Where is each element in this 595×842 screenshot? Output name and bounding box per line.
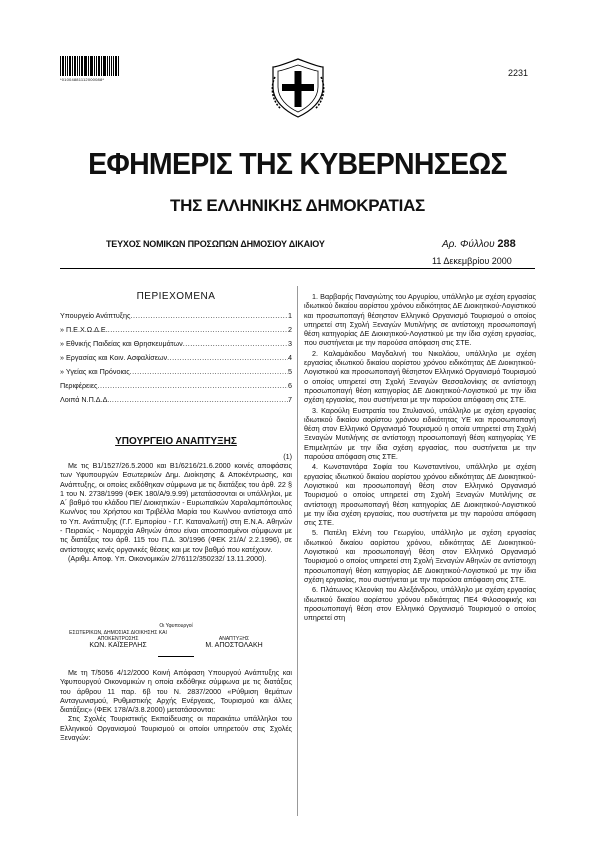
barcode-bar: [65, 56, 66, 76]
toc-leader: [108, 325, 288, 334]
appointment-item: 2. Καλαμάκιδου Μαγδαλινή του Νικολάου, υπάλληλο με σχέση εργασίας ιδιωτικού δικαίου αορίστου χρόνου ειδικότητας ΔΕ Διοικητικού-Λογιστικού και προσωποπαγή θέσηστον Ελληνικό Οργανισμό Τουρισμού ο οποίος υπηρετεί στη Σχολή Ξεναγών Θεσσαλονίκης σε αντίστοιχη προσωποπαγή θέση κατηγορίας ΔΕ Διοικητικού-Λογιστικού με την ίδια σχέση εργασίας, που συστήνεται με την παρούσα απόφαση στις ΣΤΕ.: [304, 348, 536, 405]
toc-item-page: 4: [288, 353, 292, 362]
toc-item-page: 2: [288, 325, 292, 334]
toc-leader: [130, 367, 288, 376]
barcode-bar: [84, 56, 87, 76]
barcode: [60, 56, 120, 76]
barcode-bar: [88, 56, 89, 76]
column-divider: [297, 286, 298, 816]
sheet-number-block: [442, 238, 516, 250]
toc-item-page: 3: [288, 339, 292, 348]
barcode-bar: [72, 56, 73, 76]
barcode-bar: [62, 56, 64, 76]
toc-item-label: Περιφέρειες: [60, 381, 98, 390]
decision-paragraph: Με τις Β1/1527/26.5.2000 και Β1/6216/21.6.2000 κοινές αποφάσεις των Υφυπουργών Εσωτερικών Δημ. Διοίκησης & Αποκέντρωσης, και Ανάπτυξης, οι οποίες εκδόθηκαν σύμφωνα με τις διατάξεις του άρθ. 22 § 1 του Ν. 2738/1999 (ΦΕΚ 180/Α/9.9.99) μετατάσσονται οι υπάλληλοι, με Α΄ βαθμό του κλάδου ΠΕ/ Διοικητικών - Ευρωπαϊκών Χαραλαμπόπουλος Κων/νος του Χρήστου και Τριβέλλα Μαρία του Κων/νου αντίστοιχα από το Υπ. Ανάπτυξης (Γ.Γ. Εμπορίου - Γ.Γ. Καταναλωτή) στη Ε.Ν.Α. Αθηνών - Πειραιώς - Νομαρχία Αθηνών όπου είναι αποσπασμένοι σύμφωνα με τις διατάξεις του άρθ. 115 του Π.Δ. 30/1996 (ΦΕΚ 21/Α/ 2.2.1996), σε αντίστοιχες κενές οργανικές θέσεις και με τον βαθμό που κατέχουν.: [60, 461, 292, 554]
barcode-bar: [111, 56, 113, 76]
toc-item-page: 5: [288, 367, 292, 376]
barcode-bar: [81, 56, 83, 76]
gazette-title: ΕΦΗΜΕΡΙΣ ΤΗΣ ΚΥΒΕΡΝΗΣΕΩΣ: [88, 146, 507, 181]
toc-item-label: » Υγείας και Πρόνοιας: [60, 367, 130, 376]
barcode-bar: [91, 56, 93, 76]
barcode-bar: [74, 56, 76, 76]
sheet-label: Αρ. Φύλλου: [442, 239, 495, 250]
appointment-item: 5. Πατέλη Ελένη του Γεωργίου, υπάλληλο με σχέση εργασίας ιδιωτικού δικαίου αορίστου χρόνου, ειδικότητας ΔΕ Διοικητικού-Λογιστικού και προσωποπαγή θέση στον Ελληνικό Οργανισμό Τουρισμού ο οποίος υπηρετεί στη Σχολή Ξεναγών Αθηνών σε αντίστοιχη προσωποπαγή θέση κατηγορίας ΔΕ Διοικητικού-Λογιστικού με την ίδια σχέση εργασίας, που συστήνεται με την παρούσα απόφαση στις ΣΤΕ.: [304, 528, 536, 584]
appointment-item: 6. Πλάτωνος Κλεονίκη του Αλεξάνδρου, υπάλληλο με σχέση εργασίας ιδιωτικού δικαίου αορίστου χρόνου ειδικότητας ΠΕ4 Φιλοσοφικής και προσωποπαγή θέση στον Ελληνικό Οργανισμό Τουρισμού ο οποίος υπηρετεί στη: [304, 585, 536, 623]
item-marker: (1): [283, 452, 292, 461]
toc-item-page: 1: [288, 311, 292, 320]
barcode-bar: [77, 56, 78, 76]
toc-leader: [130, 311, 288, 320]
separator-rule: [158, 656, 194, 657]
barcode-bar: [109, 56, 110, 76]
barcode-bar: [69, 56, 72, 76]
toc-item-label: Υπουργείο Ανάπτυξης: [60, 311, 131, 320]
decision-reference: (Αριθμ. Αποφ. Υπ. Οικονομικών 2/76112/350232/ 13.11.2000).: [68, 553, 267, 563]
schools-paragraph: Στις Σχολές Τουριστικής Εκπαίδευσης οι παρακάτω υπάλληλοι του Ελληνικού Οργανισμού Τουρισμού οι οποίοι υπηρετούν στις Σχολές Ξεναγών:: [60, 714, 292, 743]
toc-item: [60, 325, 292, 334]
toc-item-label: » Π.Ε.Χ.Ω.Δ.Ε.: [60, 325, 108, 334]
signature-left-title: ΕΣΩΤΕΡΙΚΩΝ, ΔΗΜΟΣΙΑΣ ΔΙΟΙΚΗΣΗΣ ΚΑΙ ΑΠΟΚΕΝΤΡΩΣΗΣ: [69, 630, 167, 642]
toc-item-page: 6: [288, 381, 292, 390]
signature-right-title: ΑΝΑΠΤΥΞΗΣ: [218, 636, 250, 642]
toc-title: ΠΕΡΙΕΧΟΜΕΝΑ: [136, 291, 216, 302]
issue-date: 11 Δεκεμβρίου 2000: [432, 256, 512, 266]
toc-item: [60, 339, 292, 348]
signature-left-name: ΚΩΝ. ΚΑΪΣΕΡΛΗΣ: [89, 642, 147, 649]
toc-item-page: 7: [288, 395, 292, 404]
toc-leader: [98, 381, 288, 390]
barcode-bar: [96, 56, 97, 76]
toc-leader: [109, 395, 288, 404]
signatures: [60, 630, 292, 649]
toc-item: [60, 381, 292, 390]
barcode-bar: [103, 56, 106, 76]
signature-right-name: Μ. ΑΠΟΣΤΟΛΑΚΗ: [205, 642, 263, 649]
appointment-item: 4. Κωνσταντάρα Σοφία του Κωνσταντίνου, υπάλληλο με σχέση εργασίας ιδιωτικού δικαίου αορίστου χρόνου ειδικότητας ΔΕ Διοικητικού-Λογιστικού και προσωποπαγή θέση στον Ελληνικό Οργανισμό Τουρισμού ο οποίος υπηρετεί στη Σχολή Ξεναγών Μυτιλήνης σε αντίστοιχη προσωποπαγή θέση κατηγορίας ΔΕ Διοικητικού-Λογιστικού με την ίδια σχέση εργασίας, που συστήνεται με την παρούσα απόφαση στις ΣΤΕ.: [304, 462, 536, 528]
coat-of-arms-icon: [269, 57, 327, 119]
barcode-bar: [94, 56, 95, 76]
issue-series: ΤΕΥΧΟΣ ΝΟΜΙΚΩΝ ΠΡΟΣΩΠΩΝ ΔΗΜΟΣΙΟΥ ΔΙΚΑΙΟΥ: [106, 239, 325, 249]
toc-leader: [167, 353, 288, 362]
toc-item: [60, 353, 292, 362]
signatories-heading: Οι Υφυπουργοί: [159, 623, 193, 629]
signature-left: [60, 630, 176, 649]
gazette-subtitle: ΤΗΣ ΕΛΛΗΝΙΚΗΣ ΔΗΜΟΚΡΑΤΙΑΣ: [170, 196, 425, 215]
page-number: 2231: [508, 68, 529, 78]
toc-item-label: Λοιπά Ν.Π.Δ.Δ.: [60, 395, 110, 404]
barcode-bar: [67, 56, 68, 76]
toc-item: [60, 367, 292, 376]
sheet-number: 288: [497, 238, 516, 250]
signature-right: [176, 630, 292, 649]
barcode-bar: [98, 56, 100, 76]
left-body-2: [60, 668, 292, 742]
barcode-bar: [115, 56, 117, 76]
toc-item-label: » Εθνικής Παιδείας και Θρησκευμάτων: [60, 339, 183, 348]
barcode-number: *01004881112000088*: [60, 77, 105, 82]
barcode-bar: [107, 56, 108, 76]
barcode-bar: [101, 56, 102, 76]
section-title: ΥΠΟΥΡΓΕΙΟ ΑΝΑΠΤΥΞΗΣ: [115, 436, 237, 447]
left-body: [60, 461, 292, 563]
toc-item: [60, 395, 292, 404]
appointment-item: 1. Βαρβαρής Παναγιώτης του Αργυρίου, υπάλληλο με σχέση εργασίας ιδιωτικού δικαίου αορίστου χρόνου ειδικότητας ΔΕ Διοικητικού-Λογιστικού και προσωποπαγή θέσηστον Ελληνικό Οργανισμό Τουρισμού ο οποίος υπηρετεί στη Σχολή Ξεναγών Μυτιλήνης σε αντίστοιχη προσωποπαγή θέση κατηγορίας ΔΕ Διοικητικού-Λογιστικού με την ίδια σχέση εργασίας, που συστήνεται με την παρούσα απόφαση στις ΣΤΕ.: [304, 292, 536, 348]
barcode-bar: [90, 56, 91, 76]
toc-item-label: » Εργασίας και Κοιν. Ασφαλίσεων: [60, 353, 168, 362]
barcode-bar: [79, 56, 80, 76]
toc-leader: [183, 339, 288, 348]
toc-item: [60, 311, 292, 320]
barcode-bar: [60, 56, 61, 76]
barcode-bar: [118, 56, 119, 76]
header-divider: [60, 268, 535, 269]
right-body: [304, 292, 536, 623]
barcode-bar: [113, 56, 114, 76]
transfer-paragraph: Με τη Τ/5056 4/12/2000 Κοινή Απόφαση Υπουργού Ανάπτυξης και Υφυπουργού Οικονομικών η οποία εκδόθηκε σύμφωνα με τις διατάξεις του άρθρου 11 παρ. 6β του Ν. 2837/2000 «Ρύθμιση θεμάτων Ανταγωνισμού, Ρυθμιστικής Αρχής Ενέργειας, Τουρισμού και άλλες διατάξεις» (ΦΕΚ 178/Α/3.8.2000) μετατάσσονται:: [60, 668, 292, 715]
appointment-item: 3. Καρούλη Ευστρατία του Στυλιανού, υπάλληλο με σχέση εργασίας ιδιωτικού δικαίου αορίστου χρόνου ειδικότητας ΥΕ και προσωποπαγή θέση στον Ελληνικό Οργανισμό Τουρισμού η οποία υπηρετεί στη Σχολή Ξεναγών Μυτιλήνης σε αντίστοιχη προσωποπαγή θέση κατηγορίας ΥΕ Επιμελητών με την ίδια σχέση εργασίας, που συστήνεται με την παρούσα απόφαση στις ΣΤΕ.: [304, 405, 536, 462]
